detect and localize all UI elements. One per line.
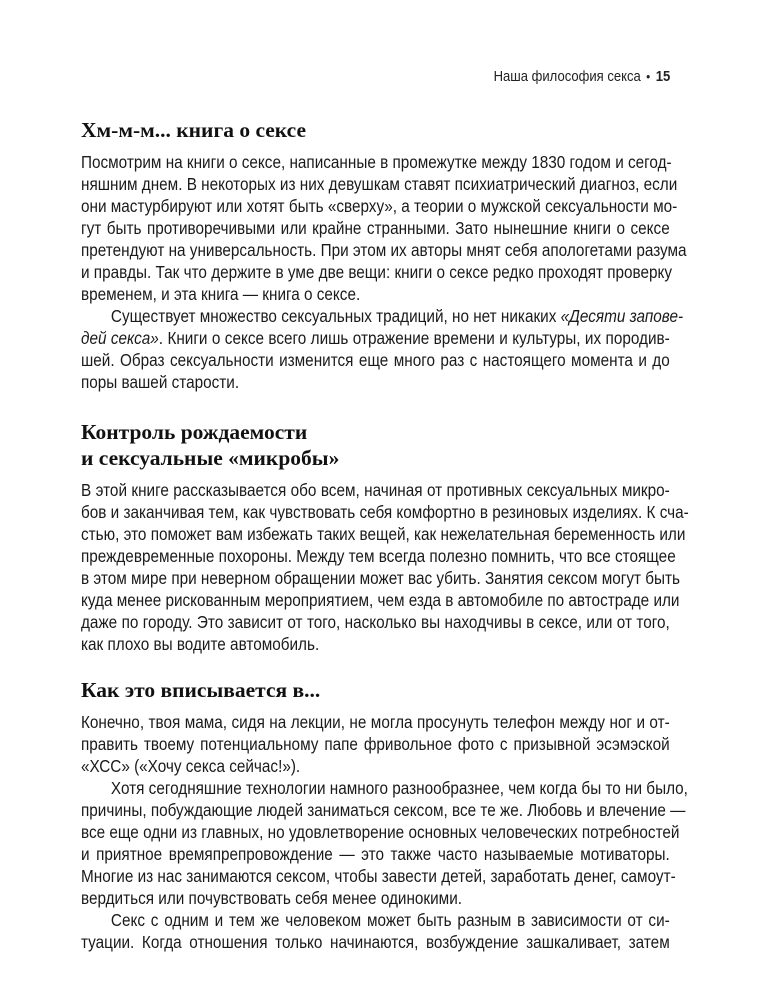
italic-text: дей секса»	[81, 328, 159, 348]
text-line: причины, побуждающие людей заниматься сексом, все те же. Любовь и влечение —	[81, 800, 686, 820]
section-heading	[81, 419, 339, 471]
text-segment: . Книги о сексе всего лишь отражение времени и культуры, их породив-	[158, 328, 670, 348]
paragraph	[81, 777, 688, 909]
text-line: куда менее рискованным мероприятием, чем езда в автомобиле по автостраде или	[81, 590, 680, 610]
text-line: править твоему потенциальному папе фривольное фото с призывной эсэмэской	[81, 734, 670, 754]
text-line: временем, и эта книга — книга о сексе.	[81, 284, 361, 304]
text-line: все еще одни из главных, но удовлетворение основных человеческих потребностей	[81, 822, 680, 842]
text-segment: Существует множество сексуальных традиций, но нет никаких	[110, 306, 561, 326]
text-line: В этой книге рассказывается обо всем, начиная от противных сексуальных микро-	[81, 480, 670, 500]
text-line: они мастурбируют или хотят быть «сверху», а теории о мужской сексуальности мо-	[81, 196, 678, 216]
text-line	[81, 327, 670, 349]
text-line: претендуют на универсальность. При этом их авторы мнят себя апологетами разума	[81, 240, 687, 260]
heading-line: Контроль рождаемости	[81, 420, 308, 444]
section-heading	[81, 677, 320, 703]
text-line: поры вашей старости.	[81, 372, 240, 392]
running-header-title: Наша философия секса	[493, 69, 641, 85]
text-line: и правды. Так что держите в уме две вещи: книги о сексе редко проходят проверку	[81, 262, 673, 282]
text-line: Посмотрим на книги о сексе, написанные в промежутке между 1830 годом и сегод-	[81, 152, 672, 172]
paragraph	[81, 909, 670, 953]
text-line: как плохо вы водите автомобиль.	[81, 634, 320, 654]
text-line: Конечно, твоя мама, сидя на лекции, не могла просунуть телефон между ног и от-	[81, 712, 670, 732]
text-line: няшним днем. В некоторых из них девушкам ставят психиатрический диагноз, если	[81, 174, 678, 194]
text-line: преждевременные похороны. Между тем всегда полезно помнить, что все стоящее	[81, 546, 676, 566]
text-line: вердиться или почувствовать себя менее одинокими.	[81, 888, 463, 908]
text-line: туации. Когда отношения только начинаются, возбуждение зашкаливает, затем	[81, 932, 670, 952]
text-line: Хотя сегодняшние технологии намного разнообразнее, чем когда бы то ни было,	[110, 778, 688, 798]
text-line: даже по городу. Это зависит от того, насколько вы находчивы в сексе, или от того,	[81, 612, 670, 632]
text-line: шей. Образ сексуальности изменится еще много раз с настоящего момента и до	[81, 350, 670, 370]
heading-line: Как это вписывается в...	[81, 678, 321, 702]
text-line: «ХСС» («Хочу секса сейчас!»).	[81, 756, 301, 776]
paragraph	[81, 151, 687, 305]
text-line: гут быть противоречивыми или крайне странными. Зато нынешние книги о сексе	[81, 218, 670, 238]
text-line: Секс с одним и тем же человеком может быть разным в зависимости от си-	[110, 910, 670, 930]
paragraph	[81, 711, 670, 777]
text-line: бов и заканчивая тем, как чувствовать себя комфортно в резиновых изделиях. К сча-	[81, 502, 689, 522]
paragraph	[81, 479, 689, 655]
text-line: стью, это поможет вам избежать таких вещей, как нежелательная беременность или	[81, 524, 686, 544]
heading-line: Хм-м-м... книга о сексе	[81, 118, 307, 142]
text-line: Многие из нас занимаются сексом, чтобы завести детей, заработать денег, самоут-	[81, 866, 676, 886]
paragraph	[81, 305, 684, 393]
text-line: в этом мире при неверном обращении может вас убить. Занятия сексом могут быть	[81, 568, 680, 588]
heading-line: и сексуальные «микробы»	[81, 446, 340, 470]
section-heading	[81, 117, 306, 143]
text-line	[81, 305, 684, 327]
bullet-separator: •	[645, 69, 651, 84]
text-line: и приятное времяпрепровождение — это также часто называемые мотиваторы.	[81, 844, 670, 864]
page-number: 15	[655, 69, 670, 85]
italic-text: «Десяти запове-	[560, 306, 684, 326]
running-header	[493, 68, 670, 86]
